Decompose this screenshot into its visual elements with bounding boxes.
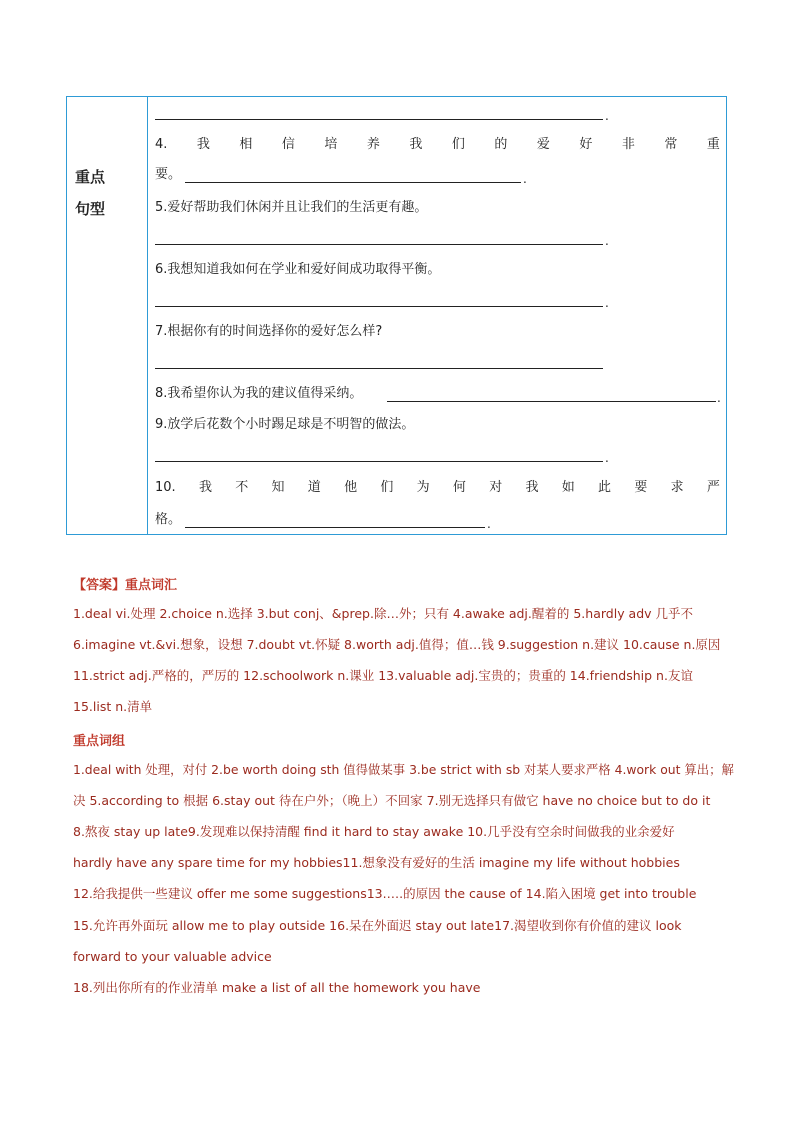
vocab-line: 6.imagine vt.&vi.想象，设想 7.doubt vt.怀疑 8.worth adj.值得；值…钱 9.suggestion n.建议 10.cause n.原因	[73, 637, 721, 652]
q4-spread: 4. 我 相 信 培 养 我 们 的 爱 好 非 常 重	[155, 137, 720, 152]
period: .	[605, 109, 609, 123]
phrase-line: 决 5.according to 根据 6.stay out 待在户外；（晚上）不回家 7.别无选择只有做它 have no choice but to do it	[73, 793, 711, 808]
phrase-line: 8.熬夜 stay up late9.发现难以保持清醒 find it hard to stay awake 10.几乎没有空余时间做我的业余爱好	[73, 824, 675, 839]
phrase-line: 12.给我提供一些建议 offer me some suggestions13.….的原因 the cause of 14.陷入困境 get into trouble	[73, 886, 697, 901]
vocab-line: 1.deal vi.处理 2.choice n.选择 3.but conj、&prep.除…外；只有 4.awake adj.醒着的 5.hardly adv 几乎不	[73, 606, 694, 621]
row-label-line1: 重点	[75, 168, 106, 186]
answer-line[interactable]	[155, 461, 603, 462]
vocab-title: 重点词汇	[125, 578, 178, 593]
answer-bracket: 【答案】	[73, 578, 126, 593]
answer-header	[73, 574, 177, 593]
q4-number: 4.	[155, 137, 168, 152]
column-divider	[147, 97, 148, 534]
answer-line[interactable]	[185, 527, 485, 528]
phrase-line: forward to your valuable advice	[73, 949, 272, 964]
q4-tail: 要。	[155, 167, 182, 182]
q10-tail: 格。	[155, 512, 182, 527]
answer-line[interactable]	[387, 401, 716, 402]
q10-spread: 10. 我 不 知 道 他 们 为 何 对 我 如 此 要 求 严	[155, 480, 720, 495]
sentence-table	[66, 96, 727, 535]
question-5: 5.爱好帮助我们休闲并且让我们的生活更有趣。	[155, 200, 428, 215]
phrase-line: hardly have any spare time for my hobbies11.想象没有爱好的生活 imagine my life without hobbies	[73, 855, 680, 870]
phrase-line: 18.列出你所有的作业清单 make a list of all the homework you have	[73, 980, 481, 995]
row-label-line2: 句型	[75, 200, 106, 218]
phrase-title: 重点词组	[73, 734, 126, 749]
question-8: 8.我希望你认为我的建议值得采纳。	[155, 386, 363, 401]
question-7: 7.根据你有的时间选择你的爱好怎么样?	[155, 324, 383, 339]
answer-line[interactable]	[155, 306, 603, 307]
phrase-line: 15.允许再外面玩 allow me to play outside 16.呆在外面迟 stay out late17.渴望收到你有价值的建议 look	[73, 918, 682, 933]
answer-line[interactable]	[185, 182, 521, 183]
question-9: 9.放学后花数个小时踢足球是不明智的做法。	[155, 417, 415, 432]
answer-line[interactable]	[155, 244, 603, 245]
answer-line[interactable]	[155, 368, 603, 369]
vocab-line: 15.list n.清单	[73, 699, 153, 714]
sentence-cell: . 4. 我 相 信 培 养 我 们 的 爱 好 非 常 重 要。 . 5.爱好帮助我们休闲并且让我们的生活更有趣。 . 6.我想知道我如何在学业和爱好间成功取得平衡。 . 7.根据你有的时间选择你的爱好怎么样? 8.我希望你认为我的建议值得采纳。 . 9.放学后花数个小时踢足球是不明智的做法。 . 10. 我 不 知 道 他 们 为 何 对 我 如 此 要 求 严 格。 .	[155, 109, 721, 531]
vocab-line: 11.strict adj.严格的，严厉的 12.schoolwork n.课业 13.valuable adj.宝贵的；贵重的 14.friendship n.友谊	[73, 668, 693, 683]
q10-number: 10.	[155, 480, 176, 495]
question-6: 6.我想知道我如何在学业和爱好间成功取得平衡。	[155, 262, 441, 277]
answer-line[interactable]	[155, 119, 603, 120]
phrase-line: 1.deal with 处理，对付 2.be worth doing sth 值得做某事 3.be strict with sb 对某人要求严格 4.work out 算出；解	[73, 762, 734, 777]
